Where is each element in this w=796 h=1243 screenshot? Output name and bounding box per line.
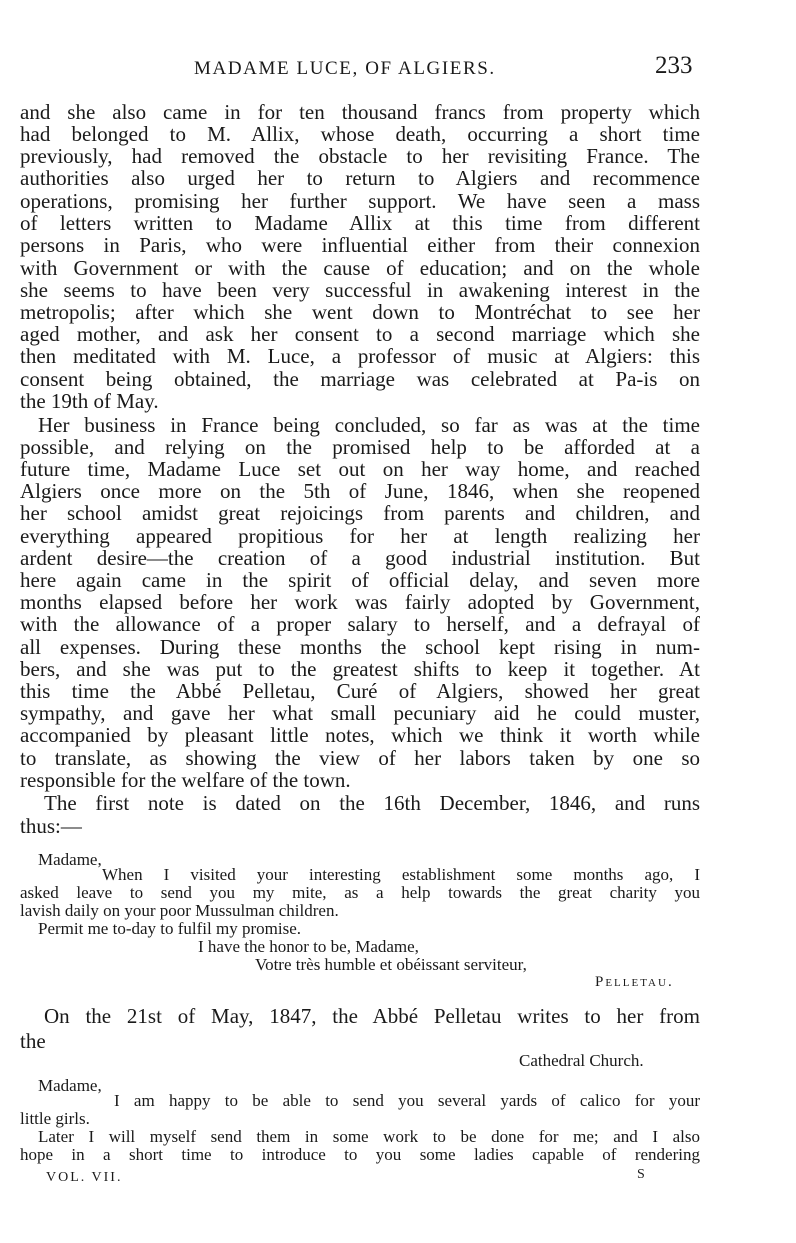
text-line: everything appeared propitious for her at length realizing her [20,525,700,548]
volume-mark: VOL. VII. [46,1170,123,1185]
letter-line: little girls. [20,1110,90,1128]
letter-signature: Pelletau. [595,974,674,990]
text-line: with the allowance of a proper salary to herself, and a defrayal of [20,613,700,636]
letter-closing: Votre très humble et obéissant serviteur, [255,955,527,974]
text-line: ardent desire—the creation of a good industrial institution. But [20,547,700,570]
text-line: thus:— [20,815,82,838]
text-line: this time the Abbé Pelletau, Curé of Algiers, showed her great [20,680,700,703]
letter-place: Cathedral Church. [519,1051,644,1070]
letter-line: lavish daily on your poor Mussulman children. [20,902,339,920]
text-line: to translate, as showing the view of her labors taken by one so [20,747,700,770]
letter-line: I am happy to be able to send you several yards of calico for your [114,1092,700,1110]
text-line: had belonged to M. Allix, whose death, occurring a short time [20,123,700,146]
text-line: of letters written to Madame Allix at this time from different [20,212,700,235]
page-number: 233 [655,52,693,79]
letter-line: Later I will myself send them in some work to be done for me; and I also [38,1128,700,1146]
text-line: future time, Madame Luce set out on her way home, and reached [20,458,700,481]
text-line: authorities also urged her to return to Algiers and recommence [20,167,700,190]
text-line: consent being obtained, the marriage was celebrated at Pa‑is on [20,368,700,391]
text-line: previously, had removed the obstacle to her revisiting France. The [20,145,700,168]
text-line: and she also came in for ten thousand francs from property which [20,101,700,124]
text-line: then meditated with M. Luce, a professor of music at Algiers: this [20,345,700,368]
text-line: here again came in the spirit of official delay, and seven more [20,569,700,592]
text-line: sympathy, and gave her what small pecuniary aid he could muster, [20,702,700,725]
text-line: accompanied by pleasant little notes, which we think it worth while [20,724,700,747]
text-line: months elapsed before her work was fairly adopted by Government, [20,591,700,614]
running-title: MADAME LUCE, OF ALGIERS. [194,58,496,79]
letter-line: Permit me to-day to fulfil my promise. [38,919,301,938]
text-line: the [20,1030,46,1053]
letter-salutation: Madame, [38,850,102,869]
text-line: The first note is dated on the 16th December, 1846, and runs [44,792,700,815]
signature-mark: S [637,1167,645,1182]
text-line: all expenses. During these months the school kept rising in num- [20,636,700,659]
text-line: bers, and she was put to the greatest shifts to keep it together. At [20,658,700,681]
text-line: aged mother, and ask her consent to a second marriage which she [20,323,700,346]
text-line: her school amidst great rejoicings from parents and children, and [20,502,700,525]
text-line: Her business in France being concluded, so far as was at the time [38,414,700,437]
letter-salutation: Madame, [38,1076,102,1095]
text-line: she seems to have been very successful in awakening interest in the [20,279,700,302]
text-line: responsible for the welfare of the town. [20,769,351,792]
page-header [0,50,796,90]
letter-line: When I visited your interesting establishment some months ago, I [102,866,700,884]
text-line: with Government or with the cause of education; and on the whole [20,257,700,280]
letter-line: hope in a short time to introduce to you some ladies capable of rendering [20,1146,700,1164]
text-line: Algiers once more on the 5th of June, 1846, when she reopened [20,480,700,503]
text-line: metropolis; after which she went down to Montréchat to see her [20,301,700,324]
text-line: possible, and relying on the promised help to be afforded at a [20,436,700,459]
letter-closing: I have the honor to be, Madame, [198,937,419,956]
letter-line: asked leave to send you my mite, as a help towards the great charity you [20,884,700,902]
text-line: persons in Paris, who were influential either from their connexion [20,234,700,257]
text-line: On the 21st of May, 1847, the Abbé Pelletau writes to her from [44,1005,700,1028]
text-line: operations, promising her further support. We have seen a mass [20,190,700,213]
text-line: the 19th of May. [20,390,159,413]
